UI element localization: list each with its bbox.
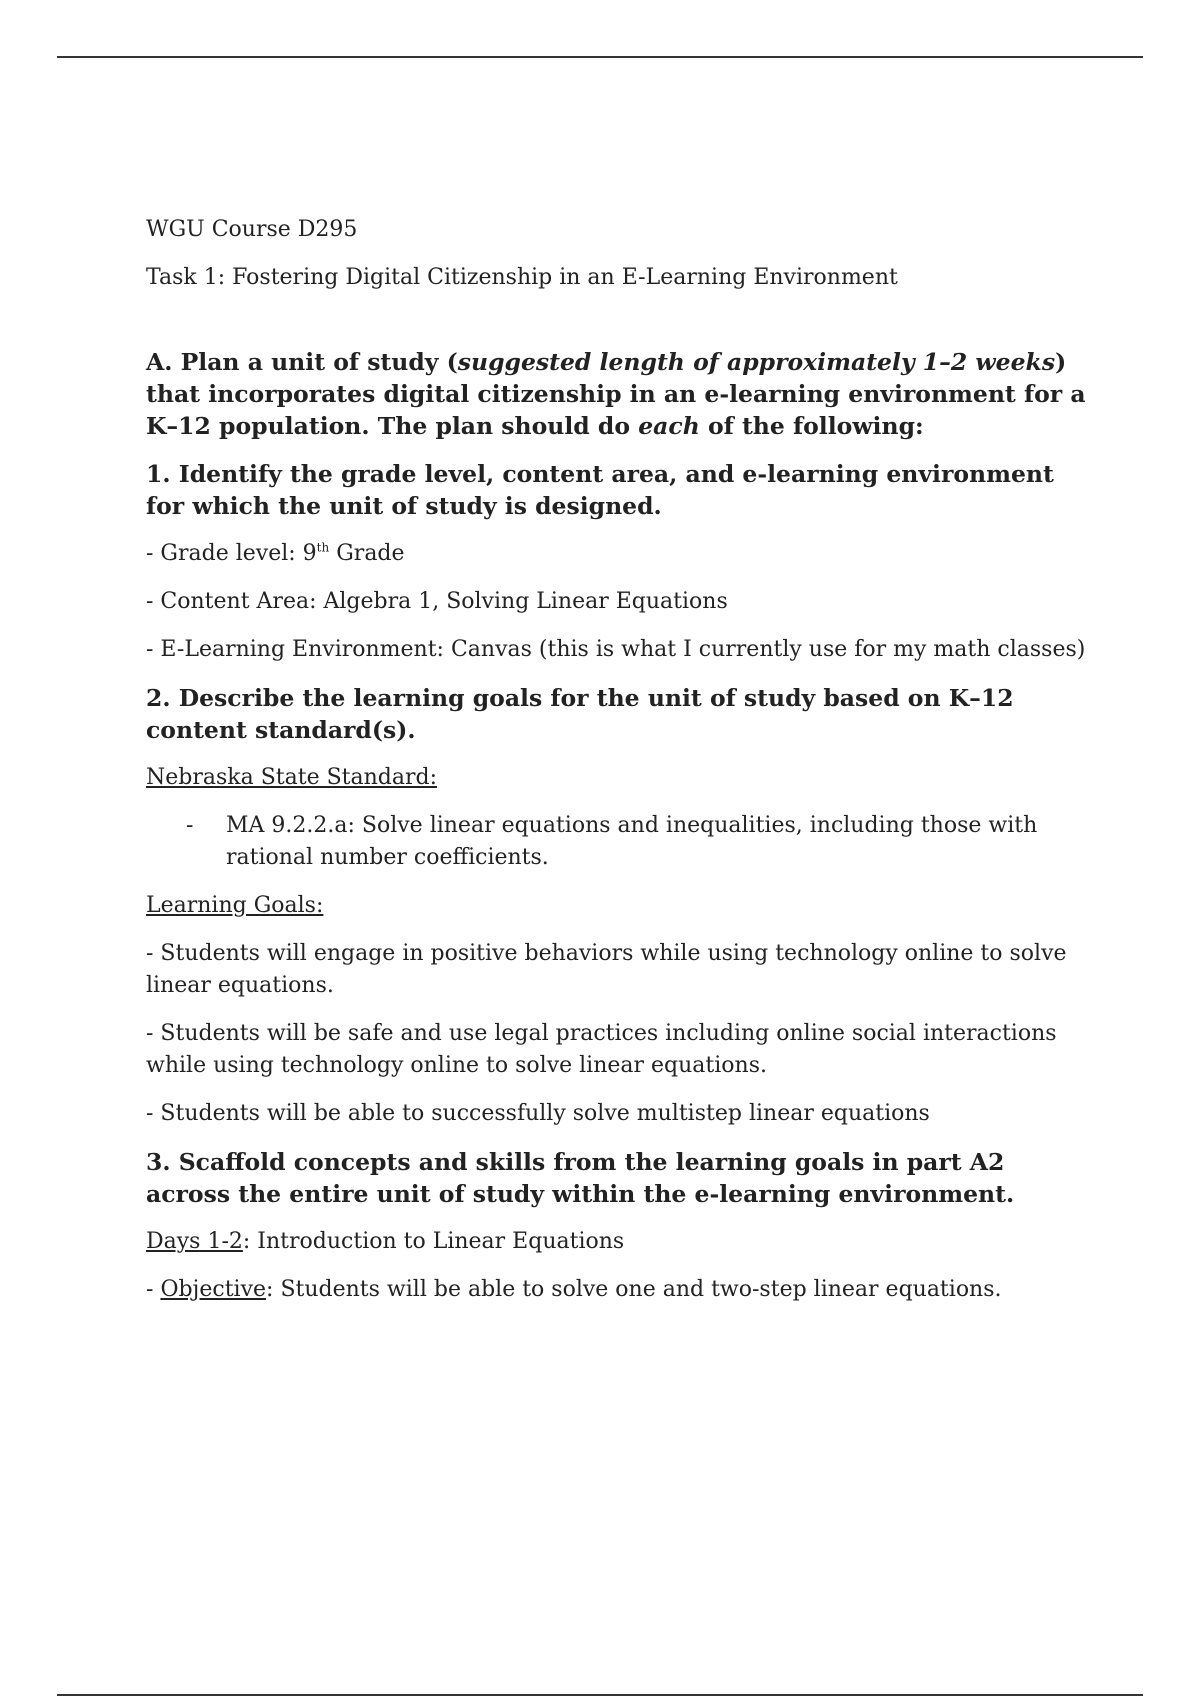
- grade-level-line: [146, 538, 1086, 570]
- section-a-text-3: of the following:: [699, 412, 924, 440]
- question-1-heading: 1. Identify the grade level, content area, and e-learning environment for which the unit of study is designed.: [146, 460, 1054, 520]
- section-a-text-1: A. Plan a unit of study (: [146, 348, 458, 376]
- standard-label: Nebraska State Standard:: [146, 765, 438, 790]
- grade-level-text: - Grade level: 9: [146, 541, 317, 566]
- document-body: [146, 214, 1086, 1306]
- top-rule: [57, 56, 1143, 58]
- days-text: : Introduction to Linear Equations: [242, 1229, 625, 1254]
- grade-level-superscript: th: [316, 540, 330, 555]
- standard-list-item: [146, 810, 1086, 874]
- bottom-rule: [57, 1694, 1143, 1696]
- environment-line: - E-Learning Environment: Canvas (this is what I currently use for my math classes): [146, 637, 1086, 662]
- grade-level-suffix: Grade: [329, 541, 405, 566]
- content-area-line: - Content Area: Algebra 1, Solving Linear Equations: [146, 589, 728, 614]
- section-a-italic-length: suggested length of approximately 1–2 weeks: [457, 348, 1056, 376]
- section-a-text-2: ) that incorporates digital citizenship in an e-learning environment for a K–12 population. The plan should do: [146, 348, 1086, 440]
- learning-goal-item: - Students will be able to successfully solve multistep linear equations: [146, 1101, 930, 1126]
- section-a-heading: [146, 346, 1086, 442]
- days-line: [146, 1226, 1086, 1258]
- learning-goal-item: - Students will engage in positive behaviors while using technology online to solve linear equations.: [146, 941, 1067, 998]
- course-title: WGU Course D295: [146, 217, 358, 242]
- objective-line: [146, 1274, 1086, 1306]
- task-title: Task 1: Fostering Digital Citizenship in an E-Learning Environment: [146, 265, 898, 290]
- standard-text: MA 9.2.2.a: Solve linear equations and inequalities, including those with rational number coefficients.: [226, 813, 1038, 870]
- learning-goals-label: Learning Goals:: [146, 893, 324, 918]
- learning-goal-item: - Students will be safe and use legal practices including online social interactions while using technology online to solve linear equations.: [146, 1021, 1057, 1078]
- objective-prefix: -: [146, 1277, 161, 1302]
- question-3-heading: 3. Scaffold concepts and skills from the learning goals in part A2 across the entire unit of study within the e-learning environment.: [146, 1148, 1015, 1208]
- objective-label: Objective: [160, 1277, 267, 1302]
- days-label: Days 1-2: [146, 1229, 243, 1254]
- standard-bullet: -: [186, 813, 194, 838]
- section-a-italic-each: each: [638, 412, 700, 440]
- question-2-heading: 2. Describe the learning goals for the unit of study based on K–12 content standard(s).: [146, 684, 1014, 744]
- objective-text: : Students will be able to solve one and two-step linear equations.: [266, 1277, 1002, 1302]
